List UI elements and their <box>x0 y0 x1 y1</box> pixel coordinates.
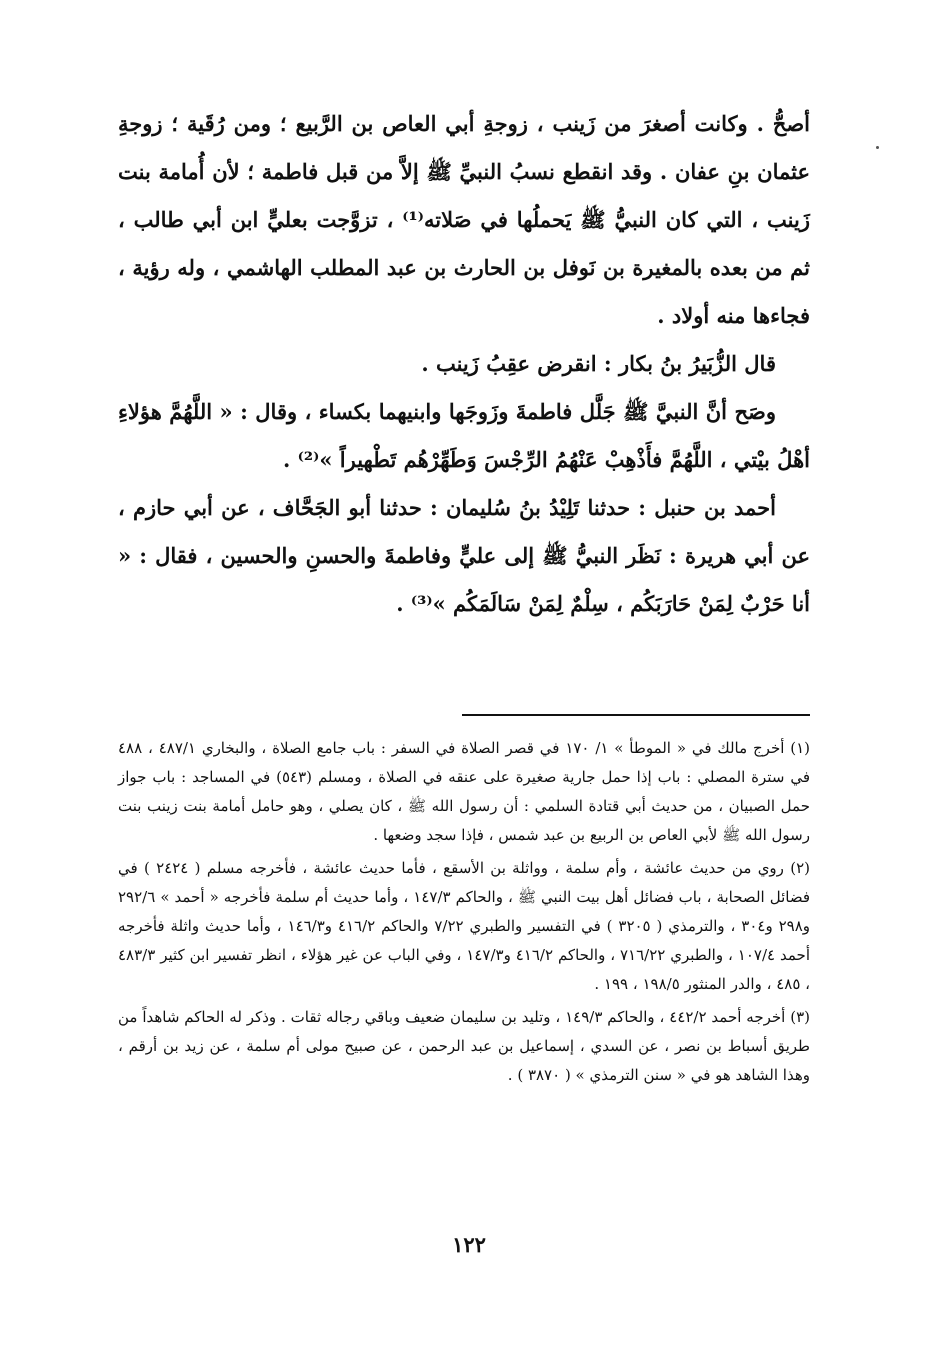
paragraph-3: وصَح أنَّ النبيَّ ﷺ جَلَّل فاطمةَ وزَوجَها وابنيهما بكساء ، وقال : « اللَّهُمَّ هؤلاءِ أهْلُ بيْتي ، اللَّهُمَّ فأَذْهِبْ عَنْهُمُ الرِّجْسَ وَطَهِّرْهُم تَطْهيراً »⁽²⁾ . <box>118 399 810 472</box>
scan-speck <box>876 146 879 149</box>
paragraph-2: قال الزُّبَيرُ بنُ بكار : انقرض عقِبُ زَينب . <box>421 351 776 376</box>
footnote-2: (٢) روي من حديث عائشة ، وأم سلمة ، وواثلة بن الأسقع ، فأما حديث عائشة ، فأخرجه مسلم ( ٢٤٢٤ ) في فضائل الصحابة ، باب فضائل أهل بيت النبي ﷺ ، والحاكم ١٤٧/٣ ، وأما حديث أم سلمة فأخرجه « أحمد » ٢٩٢/٦ و٢٩٨ و٣٠٤ ، والترمذي ( ٣٢٠٥ ) في التفسير والطبري ٧/٢٢ والحاكم ٤١٦/٢ و١٤٦/٣ ، وأما حديث واثلة فأخرجه أحمد ١٠٧/٤ ، والطبري ٧١٦/٢٢ ، والحاكم ٤١٦/٢ و١٤٧/٣ ، وفي الباب عن غير هؤلاء ، انظر تفسير ابن كثير ٤٨٣/٣ ، ٤٨٥ ، والدر المنثور ١٩٨/٥ ، ١٩٩ . <box>118 859 811 993</box>
footnote-separator <box>462 714 810 716</box>
paragraph-4: أحمد بن حنبل : حدثنا تَلِيْدُ بنُ سُليمان : حدثنا أبو الجَحَّاف ، عن أبي حازم ، عن أبي هريرة : نَظَر النبيُّ ﷺ إلى عليٍّ وفاطمةَ والحسنِ والحسين ، فقال : « أنا حَرْبٌ لِمَنْ حَارَبَكُم ، سِلْمٌ لِمَنْ سَالَمَكُم »⁽³⁾ . <box>118 495 810 616</box>
page-number: ١٢٢ <box>452 1232 486 1257</box>
footnotes <box>118 734 810 1094</box>
main-text <box>118 100 810 628</box>
footnote-3: (٣) أخرجه أحمد ٤٤٢/٢ ، والحاكم ١٤٩/٣ ، وتليد بن سليمان ضعيف وباقي رجاله ثقات . وذكر له الحاكم شاهداً من طريق أسباط بن نصر ، عن السدي ، إسماعيل بن عبد الرحمن ، عن صبيح مولى أم سلمة ، عن زيد بن أرقم ، وهذا الشاهد هو في « سنن الترمذي » ( ٣٨٧٠ ) . <box>118 1008 810 1084</box>
paragraph-1: أصحُّ . وكانت أصغرَ من زَينب ، زوجةِ أبي العاص بن الرَّبيع ؛ ومن رُقَية ؛ زوجةِ عثمان بنِ عفان . وقد انقطع نسبُ النبيِّ ﷺ إلاَّ من قبل فاطمة ؛ لأن أُمامة بنت زَينب ، التي كان النبيُّ ﷺ يَحملُها في صَلاته⁽¹⁾ ، تزوَّجت بعليٍّ ابن أبي طالب ، ثم من بعده بالمغيرة بن نَوفل بن الحارث بن عبد المطلب الهاشمي ، وله رؤية ، فجاءها منه أولاد . <box>118 111 810 328</box>
footnote-1: (١) أخرج مالك في « الموطأ » ١/ ١٧٠ في قصر الصلاة في السفر : باب جامع الصلاة ، والبخاري ٤٨٧/١ ، ٤٨٨ في سترة المصلي : باب إذا حمل جارية صغيرة على عنقه في الصلاة ، ومسلم (٥٤٣) في المساجد : باب جواز حمل الصبيان ، من حديث أبي قتادة السلمي : أن رسول الله ﷺ ، كان يصلي ، وهو حامل أمامة بنت زينب بنت رسول الله ﷺ لأبي العاص بن الربيع بن عبد شمس ، فإذا سجد وضعها . <box>118 739 811 844</box>
